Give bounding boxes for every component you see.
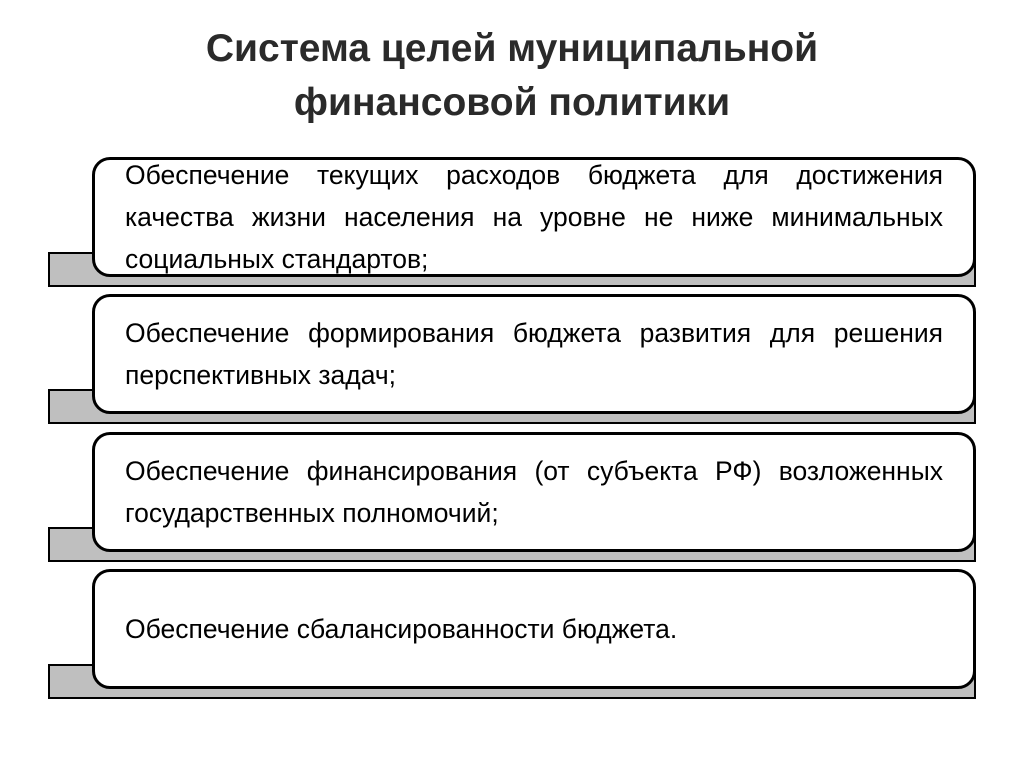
goal-card xyxy=(92,157,976,277)
goal-card xyxy=(92,569,976,689)
page-title xyxy=(0,22,1024,130)
goal-block-current-expenses xyxy=(48,157,976,287)
goal-text: Обеспечение текущих расходов бюджета для достижения качества жизни населения на уровне не ниже минимальных социальных стандартов; xyxy=(125,160,943,274)
goal-text: Обеспечение сбалансированности бюджета. xyxy=(125,614,678,644)
goal-text: Обеспечение формирования бюджета развития для решения перспективных задач; xyxy=(125,318,943,390)
page-title-line-1: Система целей муниципальной xyxy=(205,27,819,70)
goal-text: Обеспечение финансирования (от субъекта РФ) возложенных государственных полномочий; xyxy=(125,456,943,528)
goal-block-development-budget xyxy=(48,294,976,424)
goal-card xyxy=(92,294,976,414)
page-title-line-2: финансовой политики xyxy=(293,81,731,124)
goal-block-balanced-budget xyxy=(48,569,976,699)
goal-card xyxy=(92,432,976,552)
goal-block-delegated-powers xyxy=(48,432,976,562)
